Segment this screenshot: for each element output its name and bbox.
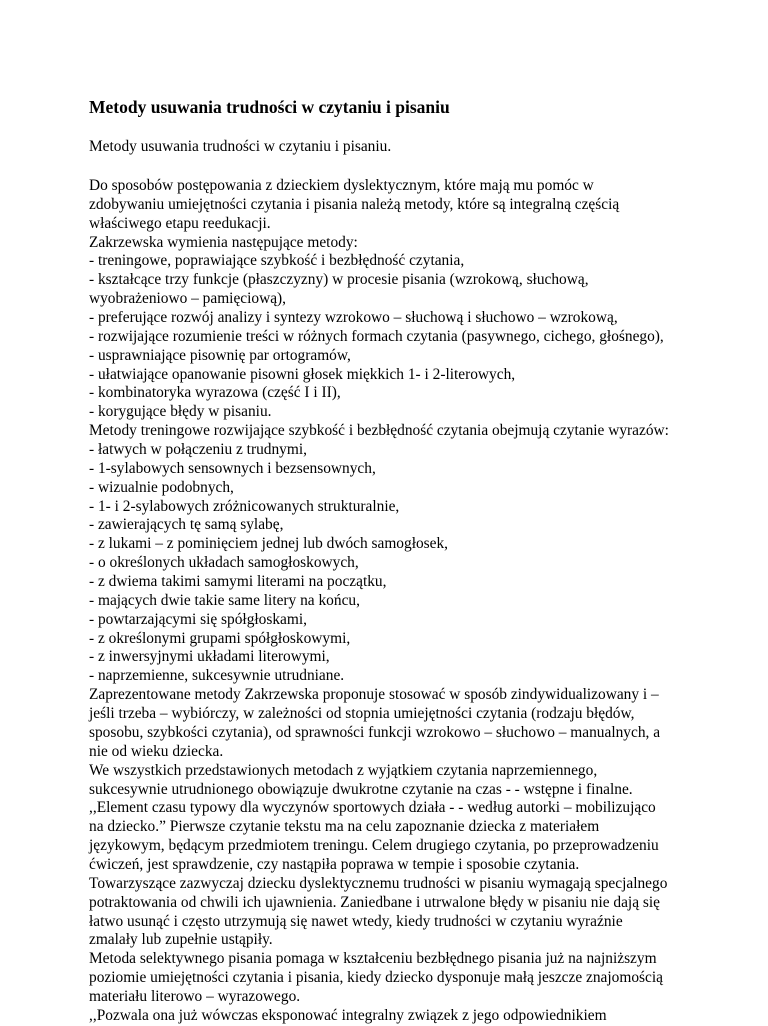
body-text-line: - z lukami – z pominięciem jednej lub dwóch samogłosek,: [89, 535, 449, 553]
body-text-line: We wszystkich przedstawionych metodach z wyjątkiem czytania naprzemiennego,: [89, 761, 598, 779]
body-text-line: - 1-sylabowych sensownych i bezsensownych,: [89, 459, 376, 477]
body-text-line: - rozwijające rozumienie treści w różnych formach czytania (pasywnego, cichego, głośnego),: [89, 327, 664, 345]
body-text-line: - zawierających tę samą sylabę,: [89, 516, 284, 534]
body-text-line: - powtarzającymi się spółgłoskami,: [89, 610, 307, 628]
body-text-line: - z dwiema takimi samymi literami na początku,: [89, 573, 387, 591]
body-text-line: - łatwych w połączeniu z trudnymi,: [89, 441, 307, 459]
document-title: Metody usuwania trudności w czytaniu i pisaniu: [89, 97, 450, 117]
body-text-line: właściwego etapu reedukacji.: [89, 214, 271, 232]
body-text-line: poziomie umiejętności czytania i pisania, kiedy dziecko dysponuje małą jeszcze znajomością: [89, 969, 663, 987]
body-text-line: - kombinatoryka wyrazowa (część I i II),: [89, 384, 341, 402]
body-text-line: zdobywaniu umiejętności czytania i pisania należą metody, które są integralną częścią: [89, 195, 620, 213]
body-text-line: - z inwersyjnymi układami literowymi,: [89, 648, 330, 666]
body-text-line: - 1- i 2-sylabowych zróżnicowanych strukturalnie,: [89, 497, 400, 515]
body-text-line: sposobu, szybkości czytania), od sprawności funkcji wzrokowo – słuchowo – manualnych, a: [89, 723, 661, 741]
body-text-line: Towarzyszące zazwyczaj dziecku dyslektycznemu trudności w pisaniu wymagają specjalnego: [89, 874, 668, 892]
body-text-line: - z określonymi grupami spółgłoskowymi,: [89, 629, 351, 647]
body-text-line: Zakrzewska wymienia następujące metody:: [89, 233, 358, 251]
body-text-line: ,,Element czasu typowy dla wyczynów sportowych działa - - według autorki – mobilizująco: [89, 799, 656, 817]
body-text-line: - preferujące rozwój analizy i syntezy wzrokowo – słuchową i słuchowo – wzrokową,: [89, 309, 618, 327]
body-text-line: wyobrażeniowo – pamięciową),: [89, 290, 287, 308]
body-text-line: na dziecko.” Pierwsze czytanie tekstu ma na celu zapoznanie dziecka z materiałem: [89, 818, 600, 836]
body-text-line: nie od wieku dziecka.: [89, 742, 224, 760]
body-text-line: łatwo usunąć i często utrzymują się nawet wtedy, kiedy trudności w czytaniu wyraźnie: [89, 912, 623, 930]
body-text-line: zmalały lub zupełnie ustąpiły.: [89, 931, 273, 949]
body-text-line: jeśli trzeba – wybiórczy, w zależności od stopnia umiejętności czytania (rodzaju błędów,: [89, 705, 635, 723]
body-text-line: - mających dwie takie same litery na końcu,: [89, 591, 360, 609]
body-text-line: ćwiczeń, jest sprawdzenie, czy nastąpiła poprawa w tempie i sposobie czytania.: [89, 855, 580, 873]
body-text-line: - usprawniające pisownię par ortogramów,: [89, 346, 351, 364]
body-text-line: Zaprezentowane metody Zakrzewska proponuje stosować w sposób zindywidualizowany i –: [89, 686, 659, 704]
body-text-line: Metody treningowe rozwijające szybkość i bezbłędność czytania obejmują czytanie wyrazów:: [89, 422, 669, 440]
body-text-line: Do sposobów postępowania z dzieckiem dyslektycznym, które mają mu pomóc w: [89, 177, 594, 194]
document-subtitle: Metody usuwania trudności w czytaniu i pisaniu.: [89, 138, 392, 155]
body-text-line: językowym, będącym przedmiotem treningu. Celem drugiego czytania, po przeprowadzeniu: [89, 837, 659, 855]
document-page: [89, 96, 749, 1024]
body-text-line: - korygujące błędy w pisaniu.: [89, 403, 272, 421]
body-text-line: - naprzemienne, sukcesywnie utrudniane.: [89, 667, 345, 685]
body-text-line: Metoda selektywnego pisania pomaga w kształceniu bezbłędnego pisania już na najniższym: [89, 950, 657, 968]
body-text-line: - ułatwiające opanowanie pisowni głosek miękkich 1- i 2-literowych,: [89, 365, 516, 383]
body-text-line: - o określonych układach samogłoskowych,: [89, 554, 359, 572]
body-text-line: - treningowe, poprawiające szybkość i bezbłędność czytania,: [89, 252, 465, 270]
body-text-line: - kształcące trzy funkcje (płaszczyzny) w procesie pisania (wzrokową, słuchową,: [89, 271, 589, 289]
body-text-line: sukcesywnie utrudnionego obowiązuje dwukrotne czytanie na czas - - wstępne i finalne.: [89, 780, 633, 798]
body-text-line: materiału literowo – wyrazowego.: [89, 987, 301, 1005]
body-text-line: ,,Pozwala ona już wówczas eksponować integralny związek z jego odpowiednikiem: [89, 1006, 607, 1024]
body-text-line: - wizualnie podobnych,: [89, 478, 234, 496]
body-text-line: potraktowania od chwili ich ujawnienia. Zaniedbane i utrwalone błędy w pisaniu nie dają się: [89, 893, 660, 911]
document-body: [89, 177, 669, 1026]
